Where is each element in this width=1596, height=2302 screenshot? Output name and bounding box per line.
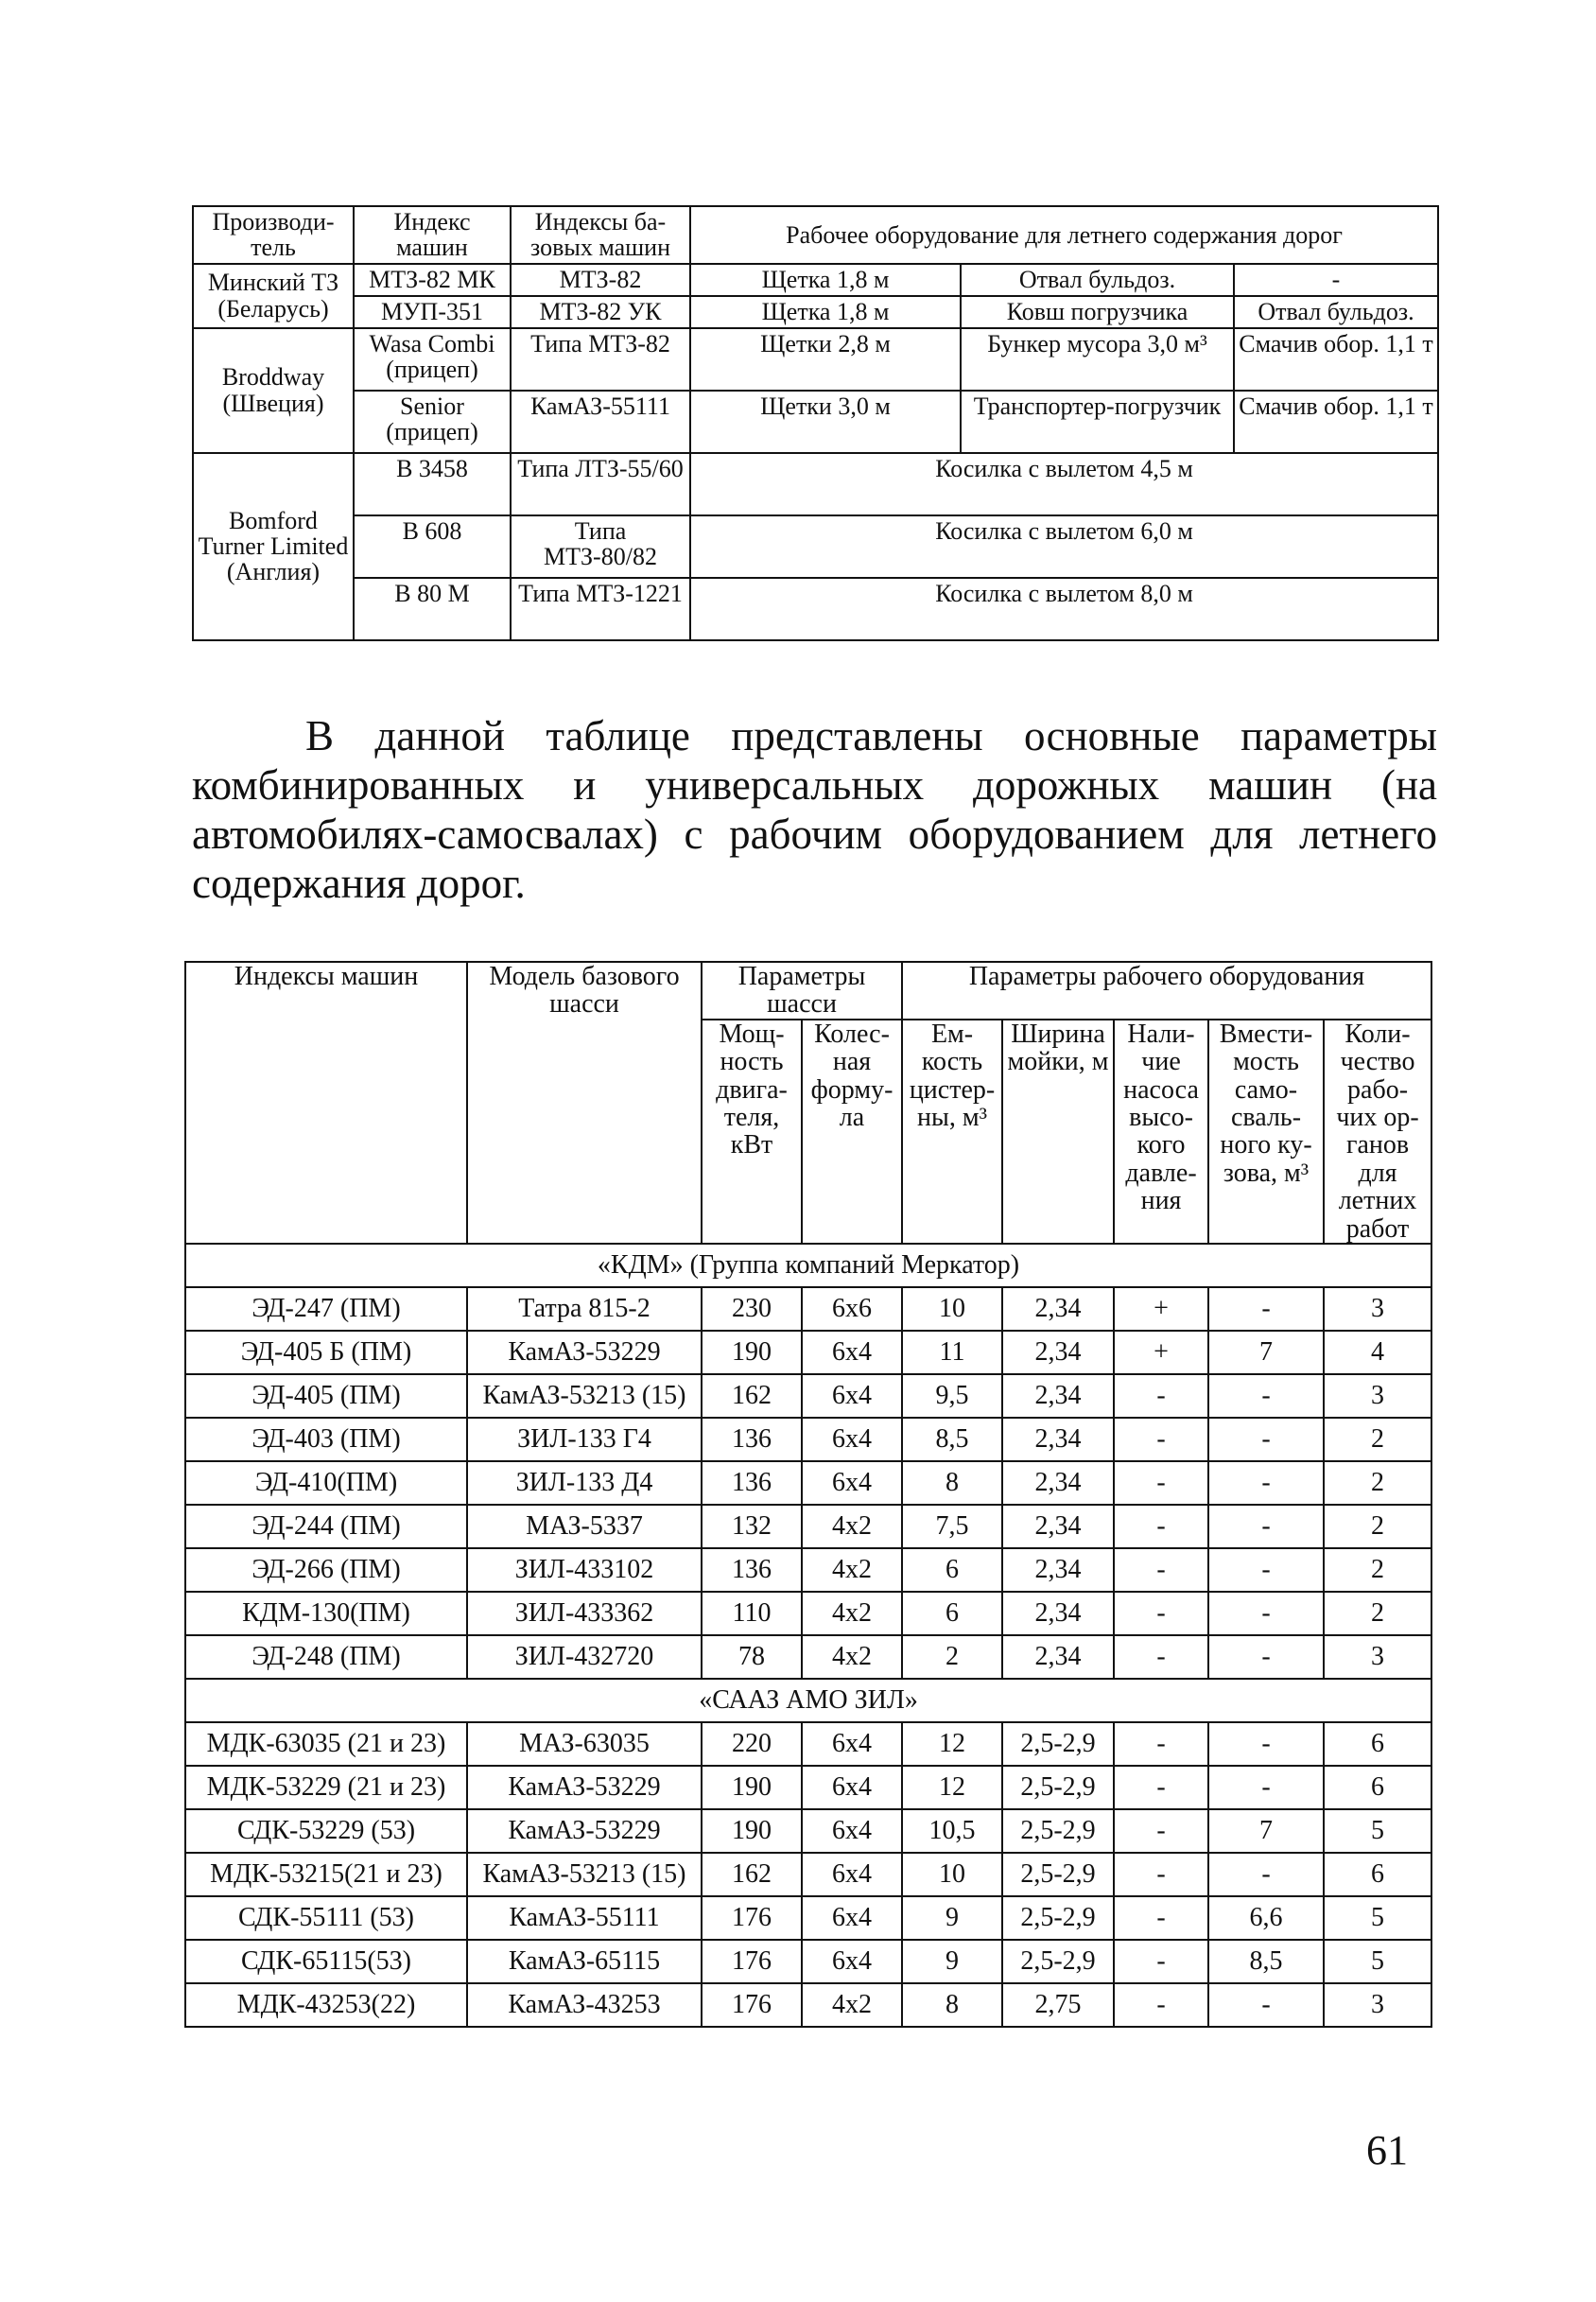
- table-cell: МТЗ-82: [511, 264, 690, 296]
- table-cell: 6: [1324, 1853, 1431, 1896]
- paragraph-line: комбинированных и универсальных дорожных машин (на: [192, 761, 1437, 809]
- table-row: [193, 296, 1438, 328]
- header-wash-width: Ширина мойки, м: [1002, 1020, 1114, 1244]
- table-cell: 3: [1324, 1635, 1431, 1679]
- table-row: [185, 1983, 1431, 2027]
- table-cell: МАЗ-5337: [467, 1505, 702, 1548]
- table-row: [185, 1592, 1431, 1635]
- table-cell: 8: [902, 1983, 1002, 2027]
- table-cell: КамАЗ-53213 (15): [467, 1374, 702, 1418]
- table-cell: 2,5-2,9: [1002, 1896, 1114, 1940]
- table-cell: 2: [1324, 1548, 1431, 1592]
- table-cell: КамАЗ-55111: [467, 1896, 702, 1940]
- table-cell: 190: [702, 1331, 802, 1374]
- table-row: [185, 1809, 1431, 1853]
- table-cell: Senior (прицеп): [354, 391, 511, 453]
- table-cell: +: [1114, 1331, 1208, 1374]
- manufacturer-cell: Минский ТЗ (Беларусь): [193, 264, 354, 328]
- table-cell: 4х2: [802, 1983, 902, 2027]
- table-cell: -: [1114, 1940, 1208, 1983]
- summer-equipment-table: [192, 205, 1439, 641]
- table-cell: Смачив обор. 1,1 т: [1234, 391, 1438, 453]
- table-cell: МДК-63035 (21 и 23): [185, 1722, 467, 1766]
- table-cell: Косилка с вылетом 8,0 м: [690, 578, 1438, 640]
- table-row: [193, 453, 1438, 515]
- table-cell: Wasa Combi (прицеп): [354, 328, 511, 391]
- table-cell: 8,5: [902, 1418, 1002, 1461]
- table-row: [185, 1722, 1431, 1766]
- table-cell: МТЗ-82 МК: [354, 264, 511, 296]
- table-cell: -: [1208, 1374, 1324, 1418]
- table-cell: Типа МТЗ-1221: [511, 578, 690, 640]
- table-cell: МТЗ-82 УК: [511, 296, 690, 328]
- table-cell: Отвал бульдоз.: [1234, 296, 1438, 328]
- table-cell: ЗИЛ-433102: [467, 1548, 702, 1592]
- table-cell: 10: [902, 1853, 1002, 1896]
- table-cell: 2,34: [1002, 1374, 1114, 1418]
- table-cell: Бункер мусора 3,0 м³: [961, 328, 1234, 391]
- table-cell: -: [1114, 1722, 1208, 1766]
- table-row: [185, 1766, 1431, 1809]
- table-cell: 9,5: [902, 1374, 1002, 1418]
- header-manufacturer: Производи-тель: [193, 206, 354, 264]
- table-cell: 7: [1208, 1809, 1324, 1853]
- table-cell: 6х4: [802, 1853, 902, 1896]
- table-cell: 6: [1324, 1766, 1431, 1809]
- table-cell: 3: [1324, 1287, 1431, 1331]
- table-cell: МДК-53215(21 и 23): [185, 1853, 467, 1896]
- table-cell: 6х4: [802, 1461, 902, 1505]
- table-cell: -: [1114, 1853, 1208, 1896]
- table-cell: 176: [702, 1983, 802, 2027]
- table-cell: 2: [902, 1635, 1002, 1679]
- table-cell: 220: [702, 1722, 802, 1766]
- table-cell: 136: [702, 1461, 802, 1505]
- header-work-organs-count: Коли-чество рабо-чих ор-ганов для летних работ: [1324, 1020, 1431, 1244]
- header-machine-index: Индекс машин: [354, 206, 511, 264]
- group-title: «КДМ» (Группа компаний Меркатор): [185, 1244, 1431, 1287]
- table-cell: 5: [1324, 1809, 1431, 1853]
- table-cell: -: [1208, 1983, 1324, 2027]
- table-cell: 176: [702, 1940, 802, 1983]
- table-row: [185, 1635, 1431, 1679]
- group-title: «СААЗ АМО ЗИЛ»: [185, 1679, 1431, 1722]
- table-row: [185, 1548, 1431, 1592]
- table-cell: 2: [1324, 1592, 1431, 1635]
- table-cell: 2,34: [1002, 1331, 1114, 1374]
- table-cell: -: [1208, 1418, 1324, 1461]
- table-row: [185, 1940, 1431, 1983]
- table-cell: В 3458: [354, 453, 511, 515]
- table-cell: 2: [1324, 1505, 1431, 1548]
- table-cell: В 80 М: [354, 578, 511, 640]
- table-cell: -: [1114, 1896, 1208, 1940]
- table-cell: КамАЗ-55111: [511, 391, 690, 453]
- paragraph-line: содержания дорог.: [192, 860, 526, 907]
- header-chassis-params: Параметры шасси: [702, 962, 902, 1020]
- table-row: [185, 1461, 1431, 1505]
- table-cell: Щетки 3,0 м: [690, 391, 961, 453]
- table-cell: 2,34: [1002, 1635, 1114, 1679]
- table-cell: 8,5: [1208, 1940, 1324, 1983]
- table-cell: +: [1114, 1287, 1208, 1331]
- table-cell: -: [1208, 1853, 1324, 1896]
- table-cell: 6х4: [802, 1722, 902, 1766]
- table-cell: -: [1208, 1766, 1324, 1809]
- table-cell: СДК-65115(53): [185, 1940, 467, 1983]
- table-cell: -: [1114, 1635, 1208, 1679]
- table-cell: 6х4: [802, 1896, 902, 1940]
- table-cell: КамАЗ-43253: [467, 1983, 702, 2027]
- table-cell: Типа МТЗ-80/82: [511, 515, 690, 578]
- table-cell: 162: [702, 1374, 802, 1418]
- table-cell: 4: [1324, 1331, 1431, 1374]
- table-cell: 110: [702, 1592, 802, 1635]
- table-cell: 78: [702, 1635, 802, 1679]
- table-cell: 4х2: [802, 1548, 902, 1592]
- table-cell: 6: [902, 1592, 1002, 1635]
- table-cell: 11: [902, 1331, 1002, 1374]
- manufacturer-cell: Broddway (Швеция): [193, 328, 354, 453]
- table-cell: ЭД-410(ПМ): [185, 1461, 467, 1505]
- table-cell: 4х2: [802, 1592, 902, 1635]
- header-summer-equipment: Рабочее оборудование для летнего содержания дорог: [690, 206, 1438, 264]
- table-cell: 9: [902, 1940, 1002, 1983]
- table-row: [185, 1287, 1431, 1331]
- table-cell: -: [1114, 1983, 1208, 2027]
- header-machine-index: Индексы машин: [185, 962, 467, 1244]
- table-cell: 9: [902, 1896, 1002, 1940]
- table-cell: МУП-351: [354, 296, 511, 328]
- paragraph-line: автомобилях-самосвалах) с рабочим оборудованием для летнего: [192, 811, 1437, 858]
- table-cell: -: [1234, 264, 1438, 296]
- table-cell: -: [1208, 1548, 1324, 1592]
- table-cell: -: [1114, 1461, 1208, 1505]
- table-cell: 3: [1324, 1374, 1431, 1418]
- manufacturer-cell: Bomford Turner Limited (Англия): [193, 453, 354, 640]
- table-row: [193, 515, 1438, 578]
- table-cell: -: [1208, 1461, 1324, 1505]
- table-cell: 2,34: [1002, 1418, 1114, 1461]
- table-cell: 2,34: [1002, 1505, 1114, 1548]
- table-cell: 2,34: [1002, 1548, 1114, 1592]
- table-cell: Щетка 1,8 м: [690, 296, 961, 328]
- table-row: [185, 1418, 1431, 1461]
- group-header-row: [185, 1244, 1431, 1287]
- table-cell: 6,6: [1208, 1896, 1324, 1940]
- header-wheel-formula: Колес-ная форму-ла: [802, 1020, 902, 1244]
- table-row: [193, 391, 1438, 453]
- table-cell: Типа ЛТЗ-55/60: [511, 453, 690, 515]
- table-cell: 2,5-2,9: [1002, 1809, 1114, 1853]
- table-cell: КамАЗ-53229: [467, 1766, 702, 1809]
- table-cell: -: [1208, 1287, 1324, 1331]
- table-row: [185, 1331, 1431, 1374]
- table-cell: 2: [1324, 1418, 1431, 1461]
- table-cell: 2,34: [1002, 1592, 1114, 1635]
- road-machines-parameters-table: [184, 961, 1432, 2028]
- table-cell: 5: [1324, 1940, 1431, 1983]
- table-cell: Смачив обор. 1,1 т: [1234, 328, 1438, 391]
- table-cell: МДК-43253(22): [185, 1983, 467, 2027]
- table-cell: 6х4: [802, 1809, 902, 1853]
- table-cell: -: [1114, 1418, 1208, 1461]
- table-cell: МДК-53229 (21 и 23): [185, 1766, 467, 1809]
- table2-header-row: [185, 962, 1431, 1020]
- header-base-chassis: Модель базового шасси: [467, 962, 702, 1244]
- table-cell: -: [1114, 1766, 1208, 1809]
- table-cell: 176: [702, 1896, 802, 1940]
- table-cell: 190: [702, 1809, 802, 1853]
- table-cell: 10: [902, 1287, 1002, 1331]
- table-cell: Косилка с вылетом 4,5 м: [690, 453, 1438, 515]
- table-cell: 8: [902, 1461, 1002, 1505]
- table-cell: КамАЗ-53229: [467, 1809, 702, 1853]
- table-cell: КамАЗ-53213 (15): [467, 1853, 702, 1896]
- header-engine-power: Мощ-ность двига-теля, кВт: [702, 1020, 802, 1244]
- table-cell: КамАЗ-53229: [467, 1331, 702, 1374]
- table-cell: СДК-53229 (53): [185, 1809, 467, 1853]
- table-cell: Отвал бульдоз.: [961, 264, 1234, 296]
- table-cell: 132: [702, 1505, 802, 1548]
- table-cell: 6: [1324, 1722, 1431, 1766]
- table-cell: 2,5-2,9: [1002, 1853, 1114, 1896]
- table-row: [185, 1853, 1431, 1896]
- header-work-params: Параметры рабочего оборудования: [902, 962, 1431, 1020]
- table-cell: МАЗ-63035: [467, 1722, 702, 1766]
- table-row: [185, 1505, 1431, 1548]
- table-cell: Косилка с вылетом 6,0 м: [690, 515, 1438, 578]
- group-header-row: [185, 1679, 1431, 1722]
- paragraph-line: В данной таблице представлены основные параметры: [305, 712, 1437, 759]
- body-paragraph: [192, 711, 1437, 908]
- table-cell: -: [1208, 1722, 1324, 1766]
- table-cell: 12: [902, 1722, 1002, 1766]
- header-tank-capacity: Ем-кость цистер-ны, м³: [902, 1020, 1002, 1244]
- table-cell: Типа МТЗ-82: [511, 328, 690, 391]
- table-cell: 2,75: [1002, 1983, 1114, 2027]
- table1-header-row: [193, 206, 1438, 264]
- table-cell: -: [1114, 1505, 1208, 1548]
- table-cell: -: [1208, 1505, 1324, 1548]
- table-cell: КамАЗ-65115: [467, 1940, 702, 1983]
- table-cell: Транспортер-погрузчик: [961, 391, 1234, 453]
- table-cell: ЭД-403 (ПМ): [185, 1418, 467, 1461]
- table-cell: Ковш погрузчика: [961, 296, 1234, 328]
- table-cell: 6х6: [802, 1287, 902, 1331]
- table-cell: 136: [702, 1548, 802, 1592]
- table-cell: Щетка 1,8 м: [690, 264, 961, 296]
- table-cell: ЗИЛ-133 Д4: [467, 1461, 702, 1505]
- table-cell: 4х2: [802, 1635, 902, 1679]
- table-row: [193, 328, 1438, 391]
- table-cell: 6х4: [802, 1940, 902, 1983]
- table-cell: 2,5-2,9: [1002, 1722, 1114, 1766]
- table-cell: 2,5-2,9: [1002, 1766, 1114, 1809]
- page-number: 61: [1366, 2127, 1408, 2173]
- table-cell: КДМ-130(ПМ): [185, 1592, 467, 1635]
- table-cell: 3: [1324, 1983, 1431, 2027]
- table-cell: 230: [702, 1287, 802, 1331]
- table-cell: 6х4: [802, 1374, 902, 1418]
- table-row: [193, 578, 1438, 640]
- header-base-machine-index: Индексы ба-зовых машин: [511, 206, 690, 264]
- table-cell: 2,34: [1002, 1461, 1114, 1505]
- table-cell: 7: [1208, 1331, 1324, 1374]
- table-cell: 162: [702, 1853, 802, 1896]
- table-cell: СДК-55111 (53): [185, 1896, 467, 1940]
- table-cell: 2,34: [1002, 1287, 1114, 1331]
- table-cell: ЭД-244 (ПМ): [185, 1505, 467, 1548]
- table-cell: 6х4: [802, 1331, 902, 1374]
- table-cell: 7,5: [902, 1505, 1002, 1548]
- table-cell: ЗИЛ-133 Г4: [467, 1418, 702, 1461]
- table-cell: 6х4: [802, 1418, 902, 1461]
- table-cell: 2: [1324, 1461, 1431, 1505]
- table-cell: 10,5: [902, 1809, 1002, 1853]
- table-cell: -: [1114, 1374, 1208, 1418]
- table-cell: Щетки 2,8 м: [690, 328, 961, 391]
- table-cell: 5: [1324, 1896, 1431, 1940]
- table-cell: 2,5-2,9: [1002, 1940, 1114, 1983]
- table-cell: -: [1208, 1635, 1324, 1679]
- table-cell: Татра 815-2: [467, 1287, 702, 1331]
- table-cell: ЭД-247 (ПМ): [185, 1287, 467, 1331]
- table-cell: 6х4: [802, 1766, 902, 1809]
- table-cell: 4х2: [802, 1505, 902, 1548]
- table-cell: 190: [702, 1766, 802, 1809]
- table-cell: 12: [902, 1766, 1002, 1809]
- table-cell: ЗИЛ-433362: [467, 1592, 702, 1635]
- table-cell: -: [1114, 1592, 1208, 1635]
- table-cell: ЭД-248 (ПМ): [185, 1635, 467, 1679]
- table-cell: 6: [902, 1548, 1002, 1592]
- table-cell: ЭД-405 (ПМ): [185, 1374, 467, 1418]
- table-cell: -: [1114, 1548, 1208, 1592]
- table-row: [193, 264, 1438, 296]
- table-cell: -: [1208, 1592, 1324, 1635]
- header-high-pressure-pump: Нали-чие насоса высо-кого давле-ния: [1114, 1020, 1208, 1244]
- table-cell: 136: [702, 1418, 802, 1461]
- table-cell: ЭД-266 (ПМ): [185, 1548, 467, 1592]
- table-cell: -: [1114, 1809, 1208, 1853]
- header-dump-capacity: Вмести-мость само-сваль-ного ку-зова, м³: [1208, 1020, 1324, 1244]
- table-cell: ЭД-405 Б (ПМ): [185, 1331, 467, 1374]
- table-cell: В 608: [354, 515, 511, 578]
- table-row: [185, 1896, 1431, 1940]
- table-cell: ЗИЛ-432720: [467, 1635, 702, 1679]
- table-row: [185, 1374, 1431, 1418]
